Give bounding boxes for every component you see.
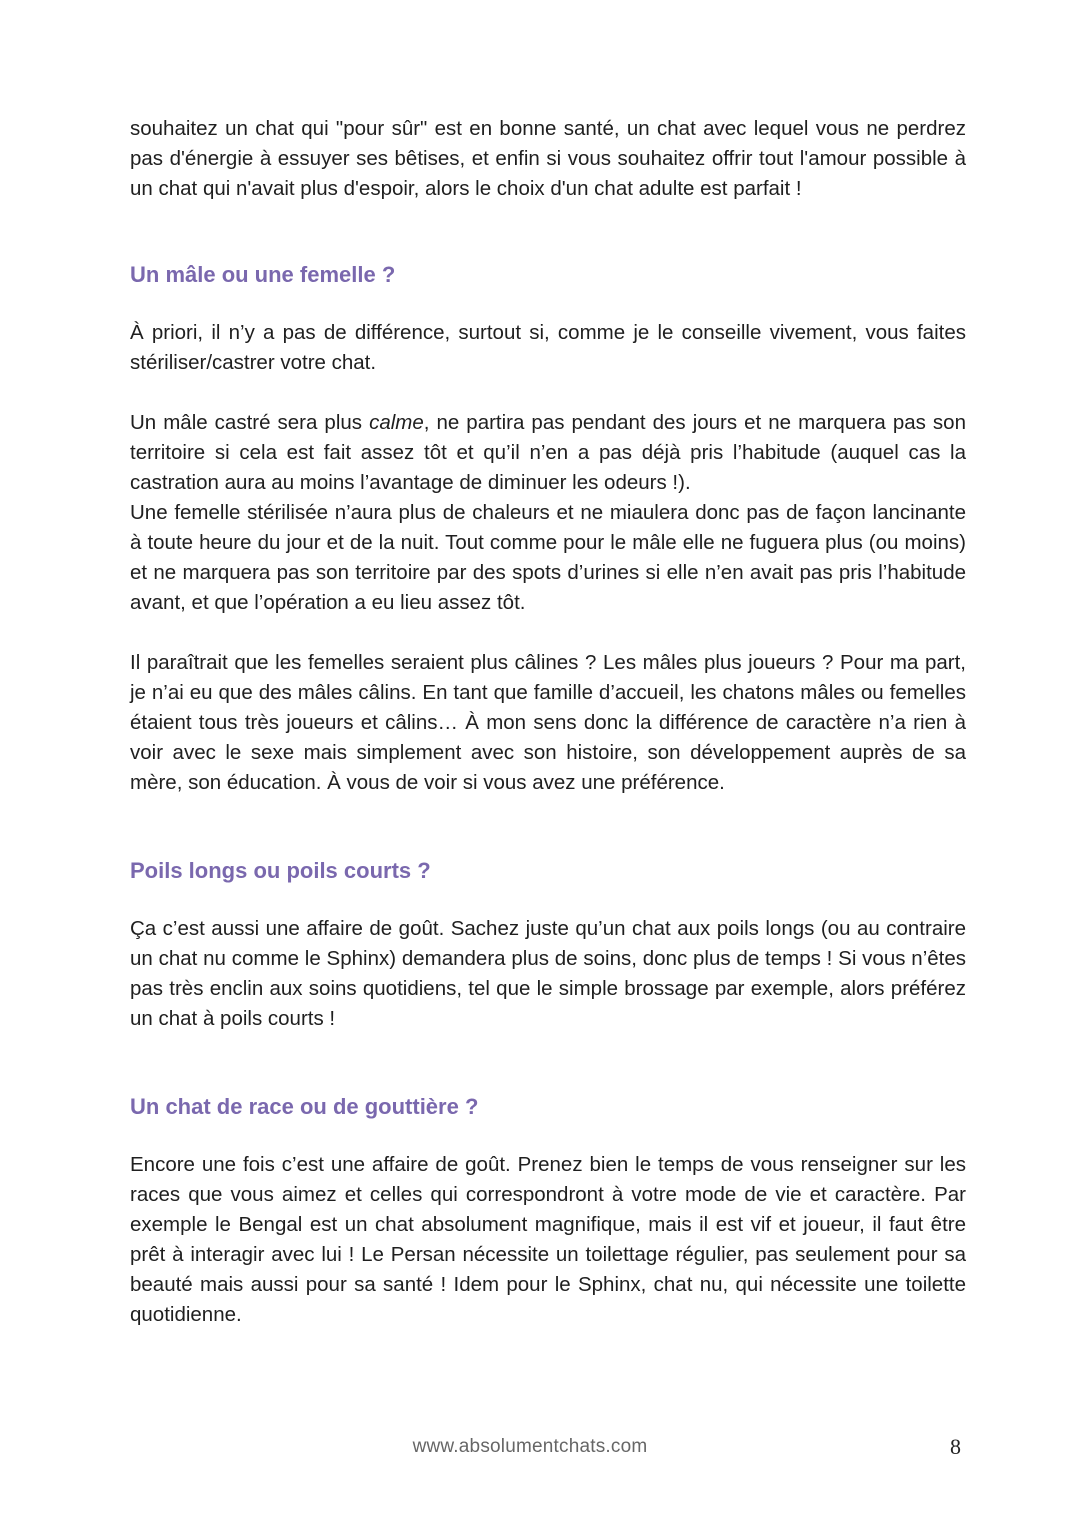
- text-span: , ne partira pas pendant des jours et ne marquera pas son territoire si cela est fait assez tôt et qu’il n’en a pas déjà pris l’habitude (auquel cas la castration aura au moins l’avantage de diminuer les odeurs !).: [130, 411, 966, 494]
- section-heading-breed: Un chat de race ou de gouttière ?: [130, 1094, 479, 1119]
- intro-paragraph: souhaitez un chat qui "pour sûr" est en bonne santé, un chat avec lequel vous ne perdrez pas d'énergie à essuyer ses bêtises, et enfin si vous souhaitez offrir tout l'amour possible à un chat qui n'avait plus d'espoir, alors le choix d'un chat adulte est parfait !: [130, 117, 966, 200]
- paragraph-male-female-2: [130, 408, 966, 498]
- section-heading-hair-length: Poils longs ou poils courts ?: [130, 858, 431, 883]
- paragraph-male-female-1: À priori, il n’y a pas de différence, surtout si, comme je le conseille vivement, vous faites stériliser/castrer votre chat.: [130, 321, 966, 374]
- text-span: Un mâle castré sera plus: [130, 411, 370, 434]
- page-body: [130, 114, 966, 1330]
- paragraph-male-female-3: Une femelle stérilisée n’aura plus de chaleurs et ne miaulera donc pas de façon lancinante à toute heure du jour et de la nuit. Tout comme pour le mâle elle ne fuguera plus (ou moins) et ne marquera pas son territoire par des spots d’urines si elle n’en avait pas pris l’habitude avant, et que l’opération a eu lieu assez tôt.: [130, 501, 966, 614]
- paragraph-breed: Encore une fois c’est une affaire de goût. Prenez bien le temps de vous renseigner sur les races que vous aimez et celles qui correspondront à votre mode de vie et caractère. Par exemple le Bengal est un chat absolument magnifique, mais il est vif et joueur, il faut être prêt à interagir avec lui ! Le Persan nécessite un toilettage régulier, pas seulement pour sa beauté mais aussi pour sa santé ! Idem pour le Sphinx, chat nu, qui nécessite une toilette quotidienne.: [130, 1153, 966, 1326]
- paragraph-male-female-4: Il paraîtrait que les femelles seraient plus câlines ? Les mâles plus joueurs ? Pour ma part, je n’ai eu que des mâles câlins. En tant que famille d’accueil, les chatons mâles ou femelles étaient tous très joueurs et câlins… À mon sens donc la différence de caractère n’a rien à voir avec le sexe mais simplement avec son histoire, son développement auprès de sa mère, son éducation. À vous de voir si vous avez une préférence.: [130, 651, 966, 794]
- footer-website-link[interactable]: www.absolumentchats.com: [412, 1436, 648, 1457]
- page-number: 8: [950, 1434, 961, 1459]
- paragraph-hair-length: Ça c’est aussi une affaire de goût. Sachez juste qu’un chat aux poils longs (ou au contraire un chat nu comme le Sphinx) demandera plus de soins, donc plus de temps ! Si vous n’êtes pas très enclin aux soins quotidiens, tel que le simple brossage par exemple, alors préférez un chat à poils courts !: [130, 917, 966, 1030]
- emphasis-calme: calme: [369, 411, 424, 434]
- section-heading-male-female: Un mâle ou une femelle ?: [130, 262, 396, 287]
